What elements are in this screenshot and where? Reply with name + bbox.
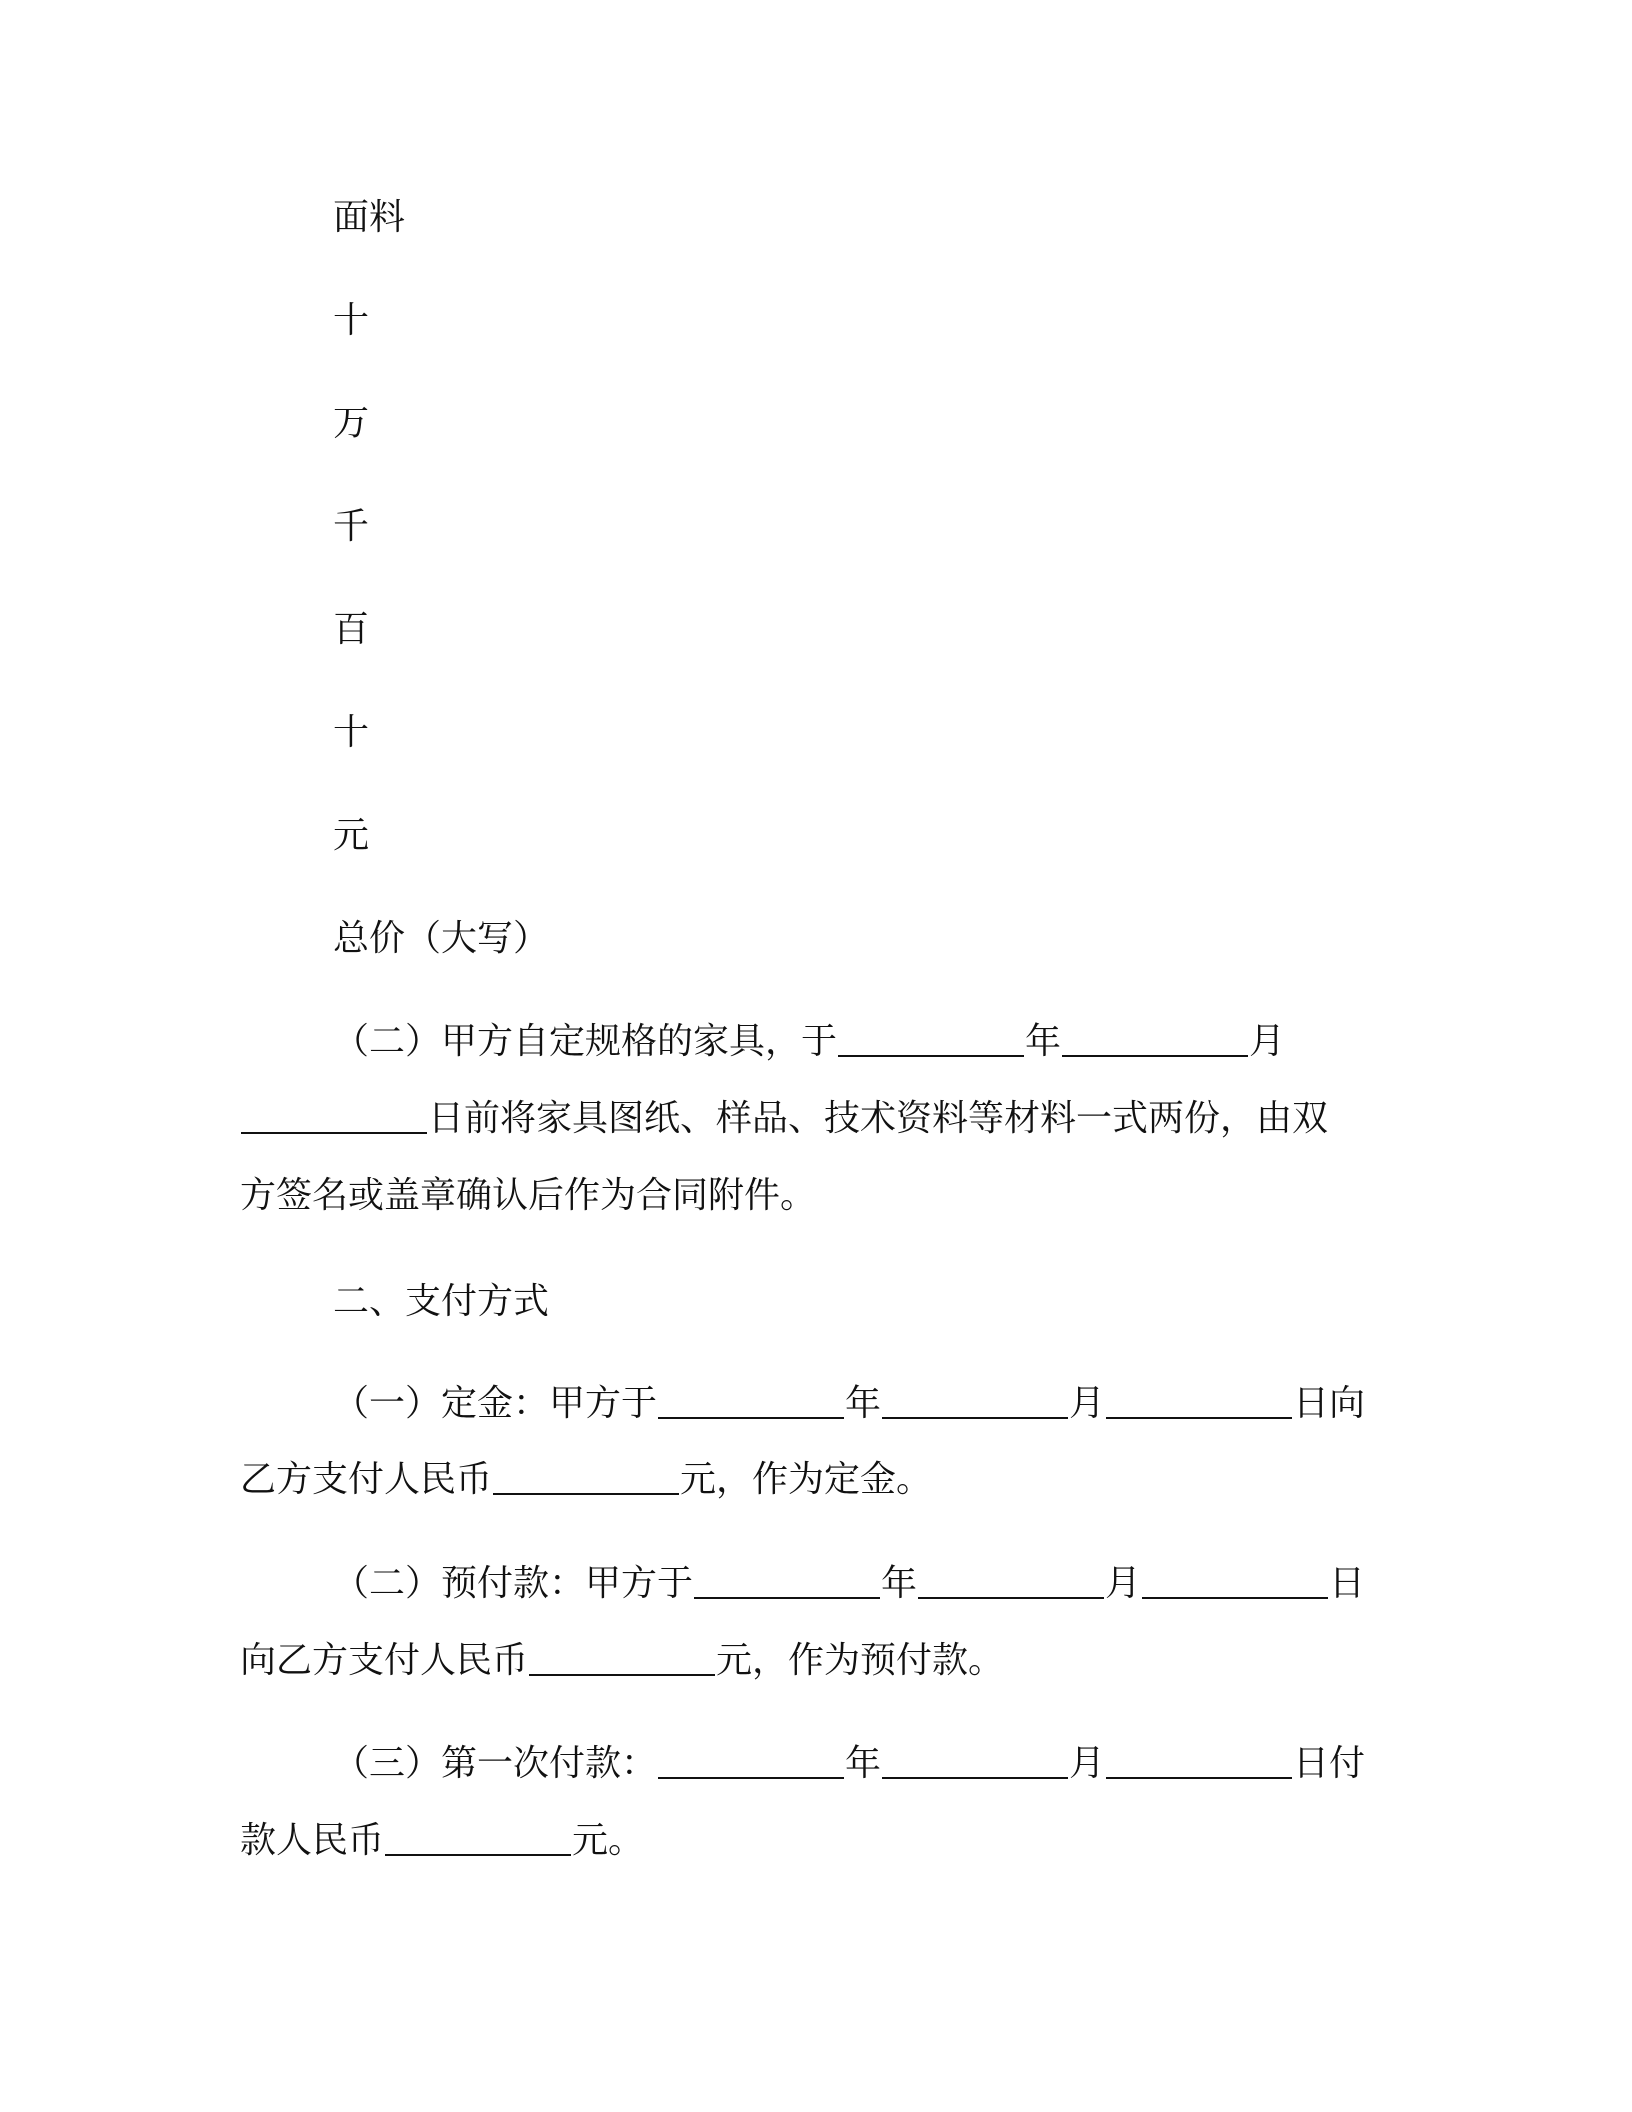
month-label: 月: [1069, 1743, 1106, 1784]
deposit-line-1: [333, 1380, 1365, 1428]
first-payment-line-2: [240, 1817, 644, 1865]
blank-field[interactable]: [493, 1457, 679, 1495]
month-label: 月: [1105, 1563, 1142, 1604]
blank-field[interactable]: [241, 1096, 427, 1134]
total-price-label: 总价（大写）: [333, 918, 550, 959]
clause-2-line-3: 方签名或盖章确认后作为合同附件。: [240, 1175, 817, 1216]
blank-field[interactable]: [1062, 1019, 1248, 1057]
clause-text: 元，作为预付款。: [716, 1640, 1005, 1681]
item-thousand: 千: [333, 506, 370, 547]
blank-field[interactable]: [529, 1638, 715, 1676]
month-label: 月: [1069, 1383, 1106, 1424]
first-payment-line-1: [333, 1740, 1365, 1788]
advance-line-2: [240, 1637, 1004, 1685]
blank-field[interactable]: [385, 1818, 571, 1856]
clause-text: 款人民币: [240, 1820, 385, 1861]
clause-text: （三）第一次付款：: [333, 1743, 658, 1784]
year-label: 年: [881, 1563, 918, 1604]
clause-text: 元。: [572, 1820, 645, 1861]
clause-text: 元，作为定金。: [680, 1459, 933, 1500]
item-ten: 十: [333, 712, 370, 753]
blank-field[interactable]: [838, 1019, 1024, 1057]
item-hundred: 百: [333, 609, 370, 650]
clause-2-line-1: [333, 1018, 1285, 1066]
month-label: 月: [1249, 1021, 1286, 1062]
item-yuan: 元: [333, 815, 370, 856]
advance-line-1: [333, 1560, 1365, 1608]
item-ten-thousand: 万: [333, 403, 370, 444]
blank-field[interactable]: [882, 1741, 1068, 1779]
blank-field[interactable]: [1106, 1381, 1292, 1419]
clause-text: 向乙方支付人民币: [240, 1640, 529, 1681]
blank-field[interactable]: [918, 1561, 1104, 1599]
clause-text: （二）甲方自定规格的家具，于: [333, 1021, 838, 1062]
day-label: 日向: [1293, 1383, 1366, 1424]
blank-field[interactable]: [658, 1741, 844, 1779]
year-label: 年: [1025, 1021, 1062, 1062]
blank-field[interactable]: [1106, 1741, 1292, 1779]
day-label: 日付: [1293, 1743, 1366, 1784]
day-label: 日: [1329, 1563, 1366, 1604]
blank-field[interactable]: [882, 1381, 1068, 1419]
clause-text: （二）预付款：甲方于: [333, 1563, 694, 1604]
item-fabric: 面料: [333, 197, 406, 238]
clause-text: （一）定金：甲方于: [333, 1383, 658, 1424]
clause-2-line-2: [240, 1095, 1328, 1143]
blank-field[interactable]: [694, 1561, 880, 1599]
deposit-line-2: [240, 1456, 932, 1504]
clause-text: 乙方支付人民币: [240, 1459, 493, 1500]
clause-text: 日前将家具图纸、样品、技术资料等材料一式两份，由双: [428, 1098, 1329, 1139]
section-heading: 二、支付方式: [333, 1281, 550, 1322]
blank-field[interactable]: [1142, 1561, 1328, 1599]
year-label: 年: [845, 1383, 882, 1424]
year-label: 年: [845, 1743, 882, 1784]
blank-field[interactable]: [658, 1381, 844, 1419]
item-ten: 十: [333, 300, 370, 341]
